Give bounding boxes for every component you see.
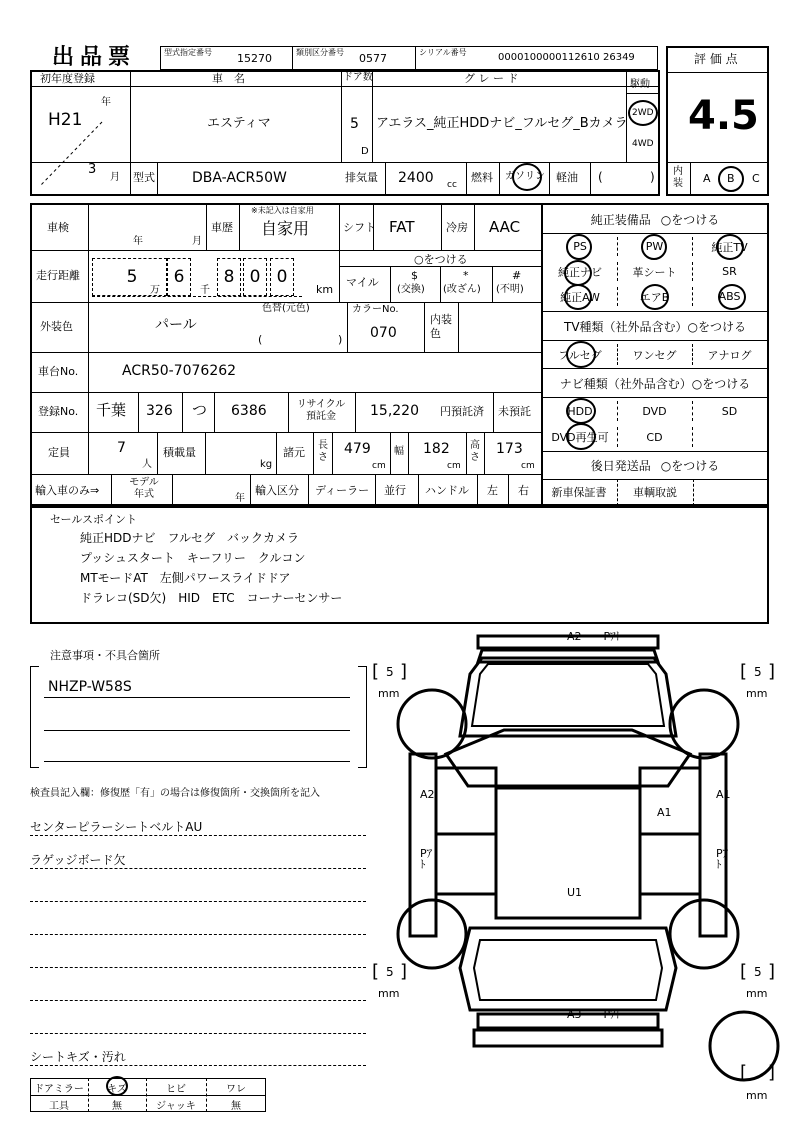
tread-value-rl: 5 [386,965,394,979]
year-unit: 年 [101,97,111,108]
recolor-label: 色替(元色) [262,303,310,314]
later-shipping-title: 後日発送品 ○をつける [590,458,720,473]
tread-value-fl: 5 [386,665,394,679]
sales-points-box [30,506,769,624]
grid-divider [617,427,618,447]
equipment-item: 純正AW [560,290,600,304]
equipment-item: ABS [718,290,741,303]
door-type: D [361,146,369,157]
serial-number: 0000100000112610 26349 [498,52,635,63]
diagram-rear-marks: A3 Pｱﾄ [567,1008,622,1021]
circle-mark [718,284,746,310]
width-unit: cm [447,461,461,471]
circle-mark [641,234,667,260]
nav-type-item: DVD再生可 [551,431,609,444]
missing-jack-label: ジャッキ [156,1100,196,1112]
handle-right: 右 [518,484,529,497]
grid-divider [617,287,618,306]
handle-label: ハンドル [425,484,469,497]
recycle-amount: 15,220 [370,403,419,419]
notes-bracket [30,666,39,768]
equipment-item: 革シート [632,265,677,279]
color-number: 070 [370,325,397,341]
capacity-unit: 人 [142,459,152,470]
sheet-title: 出品票 [52,45,137,70]
drive-4wd: 4WD [632,139,654,149]
interior-grade-label: 内装 [673,166,683,189]
first-registration-year: H21 [48,110,83,130]
equipment-item: PS [573,240,587,253]
nav-type-item [692,424,767,450]
tread-bracket: [ [740,961,748,982]
missing-jack-value: 無 [231,1100,241,1112]
sales-points-label: セールスポイント [50,513,138,526]
registration-class: 326 [146,403,173,419]
inspector-line: シートキズ・汚れ [30,1050,126,1064]
mileage-exchange-symbol: $ [411,269,418,282]
tread-bracket: ] [400,661,408,682]
diagram-u1: U1 [567,886,583,899]
recycle-pending: 未預託 [498,405,531,418]
mileage-mark-note: ○をつける [414,253,468,266]
drive-2wd: 2WD [632,108,654,118]
sales-point-line: MTモードAT 左側パワースライドドア [80,571,291,585]
capacity-label: 定員 [48,446,70,459]
later-item-manual: 車輌取説 [633,486,677,499]
grid-divider [692,237,693,256]
import-class-label: 輸入区分 [255,484,299,497]
fuel-label: 燃料 [471,171,493,184]
missing-mirror-label: ドアミラー [34,1083,84,1095]
first-registration-label: 初年度登録 [40,72,95,85]
serial-label: シリアル番号 [419,48,467,57]
mileage-man: 万 [150,285,160,296]
color-number-label: カラーNo. [352,304,399,315]
load-label: 積載量 [163,446,196,459]
diagram-right-a1: A1 [716,788,731,801]
car-name-label: 車 名 [212,72,245,85]
displacement-value: 2400 [398,170,434,186]
circle-mark [628,100,658,126]
missing-tools-label: 工具 [49,1100,69,1112]
tread-value-fr: 5 [754,665,762,679]
circle-mark [566,423,596,450]
grid-divider [692,262,693,281]
fuel-other-close: ) [650,170,655,184]
mileage-tamper-symbol: * [463,269,469,282]
tread-bracket: ] [768,1062,776,1083]
sales-point-line: ドラレコ(SD欠) HID ETC コーナーセンサー [80,591,343,605]
grid-divider [692,427,693,447]
recolor-open: ( [258,333,263,346]
nav-type-item: HDD [567,404,593,418]
mileage-mile: マイル [346,276,379,289]
history-value: 自家用 [261,219,310,238]
recolor-close: ) [338,333,343,346]
interior-grade-b: B [727,172,735,185]
later-item-warranty: 新車保証書 [551,486,607,499]
doors-label: ドア数 [343,72,373,83]
fuel-other-open: ( [598,170,603,184]
sales-point-line: プッシュスタート キーフリー クルコン [80,551,306,565]
tread-mm: mm [378,987,400,1000]
notes-label: 注意事項・不具合箇所 [50,649,160,662]
tv-type-title: TV種類（社外品含む）○をつける [563,319,746,334]
tread-mm: mm [746,687,768,700]
score-value: 4.5 [688,93,759,139]
model-designation: 15270 [237,52,272,65]
grid-divider [692,287,693,306]
mileage-digit-2: 6 [167,258,191,296]
inspector-line: センターピラーシートベルトAU [30,820,203,834]
grid-divider [617,401,618,421]
tread-bracket: [ [740,1062,748,1083]
diagram-left-a2: A2 [420,788,435,801]
interior-grade-c: C [752,172,760,185]
missing-crack-label: ヒビ [166,1083,186,1095]
model-year-label: モデル年式 [129,477,159,500]
equipment-title: 純正装備品 ○をつける [590,212,720,227]
height-label: 高さ [470,440,480,463]
nav-type-item: CD [646,430,663,444]
length-value: 479 [344,441,371,457]
history-label: 車歴 [211,221,233,234]
mileage-km: km [316,283,334,296]
width-label: 幅 [394,446,404,457]
shift-value: FAT [389,218,415,236]
displacement-unit: cc [447,180,457,190]
date-slash [36,120,106,190]
score-label: 評 価 点 [694,52,738,66]
interior-color-label: 内装色 [430,313,452,340]
category-label: 類別区分番号 [296,48,344,57]
mileage-label: 走行距離 [36,269,80,282]
mileage-digit-5: 0 [270,258,294,296]
tread-bracket: [ [372,661,380,682]
chassis-number: ACR50-7076262 [122,363,237,379]
registration-number: 6386 [231,403,267,419]
inspector-note-label: 検査員記入欄：修復歴「有」の場合は修復箇所・交換箇所を記入 [30,788,320,799]
handle-left: 左 [487,484,498,497]
mileage-tamper: (改ざん) [443,284,481,295]
equipment-item: 純正ナビ [558,265,602,279]
model-designation-label: 型式指定番号 [164,48,212,57]
width-value: 182 [423,441,450,457]
equipment-item: SR [722,265,737,278]
grid-divider [692,344,693,365]
chassis-label: 車台No. [38,365,79,378]
dims-label: 諸元 [283,446,305,459]
model-year-unit: 年 [235,493,245,504]
shift-label: シフト [343,221,376,234]
notes-bracket [358,666,367,768]
tread-bracket: ] [400,961,408,982]
mileage-digit-3: 8 [217,258,241,296]
recycle-label: リサイクル預託金 [296,399,346,422]
tread-bracket: [ [372,961,380,982]
load-unit: kg [260,459,273,470]
doors-value: 5 [350,116,359,132]
mileage-unknown: (不明) [496,284,524,295]
category-number: 0577 [359,52,387,65]
fuel-diesel: 軽油 [556,171,578,184]
ac-value: AAC [489,218,521,236]
length-unit: cm [372,461,386,471]
grid-divider [617,237,618,256]
ac-label: 冷房 [446,221,468,234]
circle-mark [566,398,596,424]
length-label: 長さ [318,440,328,463]
circle-mark [641,284,669,310]
notes-line: NHZP-W58S [48,679,132,695]
grid-divider [617,344,618,365]
nav-type-title: ナビ種類（社外品含む）○をつける [559,376,751,391]
diagram-left-patt: Pｱﾄ [420,847,433,871]
circle-mark [718,166,744,192]
circle-mark [566,234,592,260]
missing-break-label: ワレ [226,1083,246,1095]
diagram-front-marks: A2 Pｱﾄ [567,630,622,643]
interior-grade-a: A [703,172,711,185]
first-registration-month: 3 [88,162,97,177]
tread-value-rr: 5 [754,965,762,979]
exterior-color-label: 外装色 [40,320,73,333]
mileage-exchange: (交換) [397,284,425,295]
circle-mark [106,1076,128,1096]
registration-area: 千葉 [96,401,127,419]
import-label: 輸入車のみ⇒ [35,484,100,497]
tread-bracket: ] [768,661,776,682]
import-parallel: 並行 [384,484,406,497]
grade-label: グ レ ー ド [464,72,519,85]
height-value: 173 [496,441,523,457]
grid-divider [617,262,618,281]
tread-bracket: [ [740,661,748,682]
tread-mm: mm [746,1089,768,1102]
mileage-digit-1: 5 [92,258,167,296]
sales-point-line: 純正HDDナビ フルセグ バックカメラ [80,531,300,545]
import-dealer: ディーラー [315,484,370,497]
diagram-inner-a1: A1 [657,806,672,819]
tv-type-item: フルセグ [558,348,602,362]
nav-type-item: SD [721,404,738,418]
car-name: エスティマ [207,116,271,131]
circle-mark [564,284,592,310]
tv-type-item: ワンセグ [632,348,677,362]
inspection-label: 車検 [47,221,69,234]
fuel-gasoline: ガソリン [505,171,545,182]
registration-label: 登録No. [38,405,79,418]
tread-mm: mm [378,687,400,700]
height-unit: cm [521,461,535,471]
grid-divider [692,401,693,421]
history-note: ※未記入は自家用 [251,206,314,215]
missing-mirror-value: キズ [107,1083,127,1095]
equipment-item: PW [645,240,664,253]
capacity-value: 7 [117,440,126,456]
tv-type-item: アナログ [707,348,752,362]
grade-value: アエラス_純正HDDナビ_フルセグ_Bカメラ [376,116,628,131]
circle-mark [716,234,744,260]
circle-mark [512,163,542,191]
registration-kana: つ [192,401,208,419]
equipment-item: エアB [639,290,670,304]
nav-type-item: DVD [642,404,667,418]
diagram-right-patt: Pｱﾄ [716,847,729,871]
mileage-unknown-symbol: # [512,269,522,282]
equipment-item: 純正TV [711,240,748,254]
model-code: DBA-ACR50W [192,170,287,186]
circle-mark [566,341,596,368]
drive-label: 駆動 [630,79,650,90]
mileage-digit-4: 0 [243,258,267,296]
inspection-year-unit: 年 [133,236,143,247]
displacement-label: 排気量 [345,171,378,184]
tread-mm: mm [746,987,768,1000]
missing-tools-value: 無 [112,1100,122,1112]
circle-mark [564,260,592,286]
model-label: 型式 [133,171,155,184]
tread-bracket: ] [768,961,776,982]
month-unit: 月 [110,172,120,183]
inspection-month-unit: 月 [192,236,202,247]
recycle-unit: 円預託済 [440,405,484,418]
mileage-sen: 千 [200,285,210,296]
inspector-line: ラゲッジボード欠 [30,853,126,867]
exterior-color: パール [155,317,197,333]
